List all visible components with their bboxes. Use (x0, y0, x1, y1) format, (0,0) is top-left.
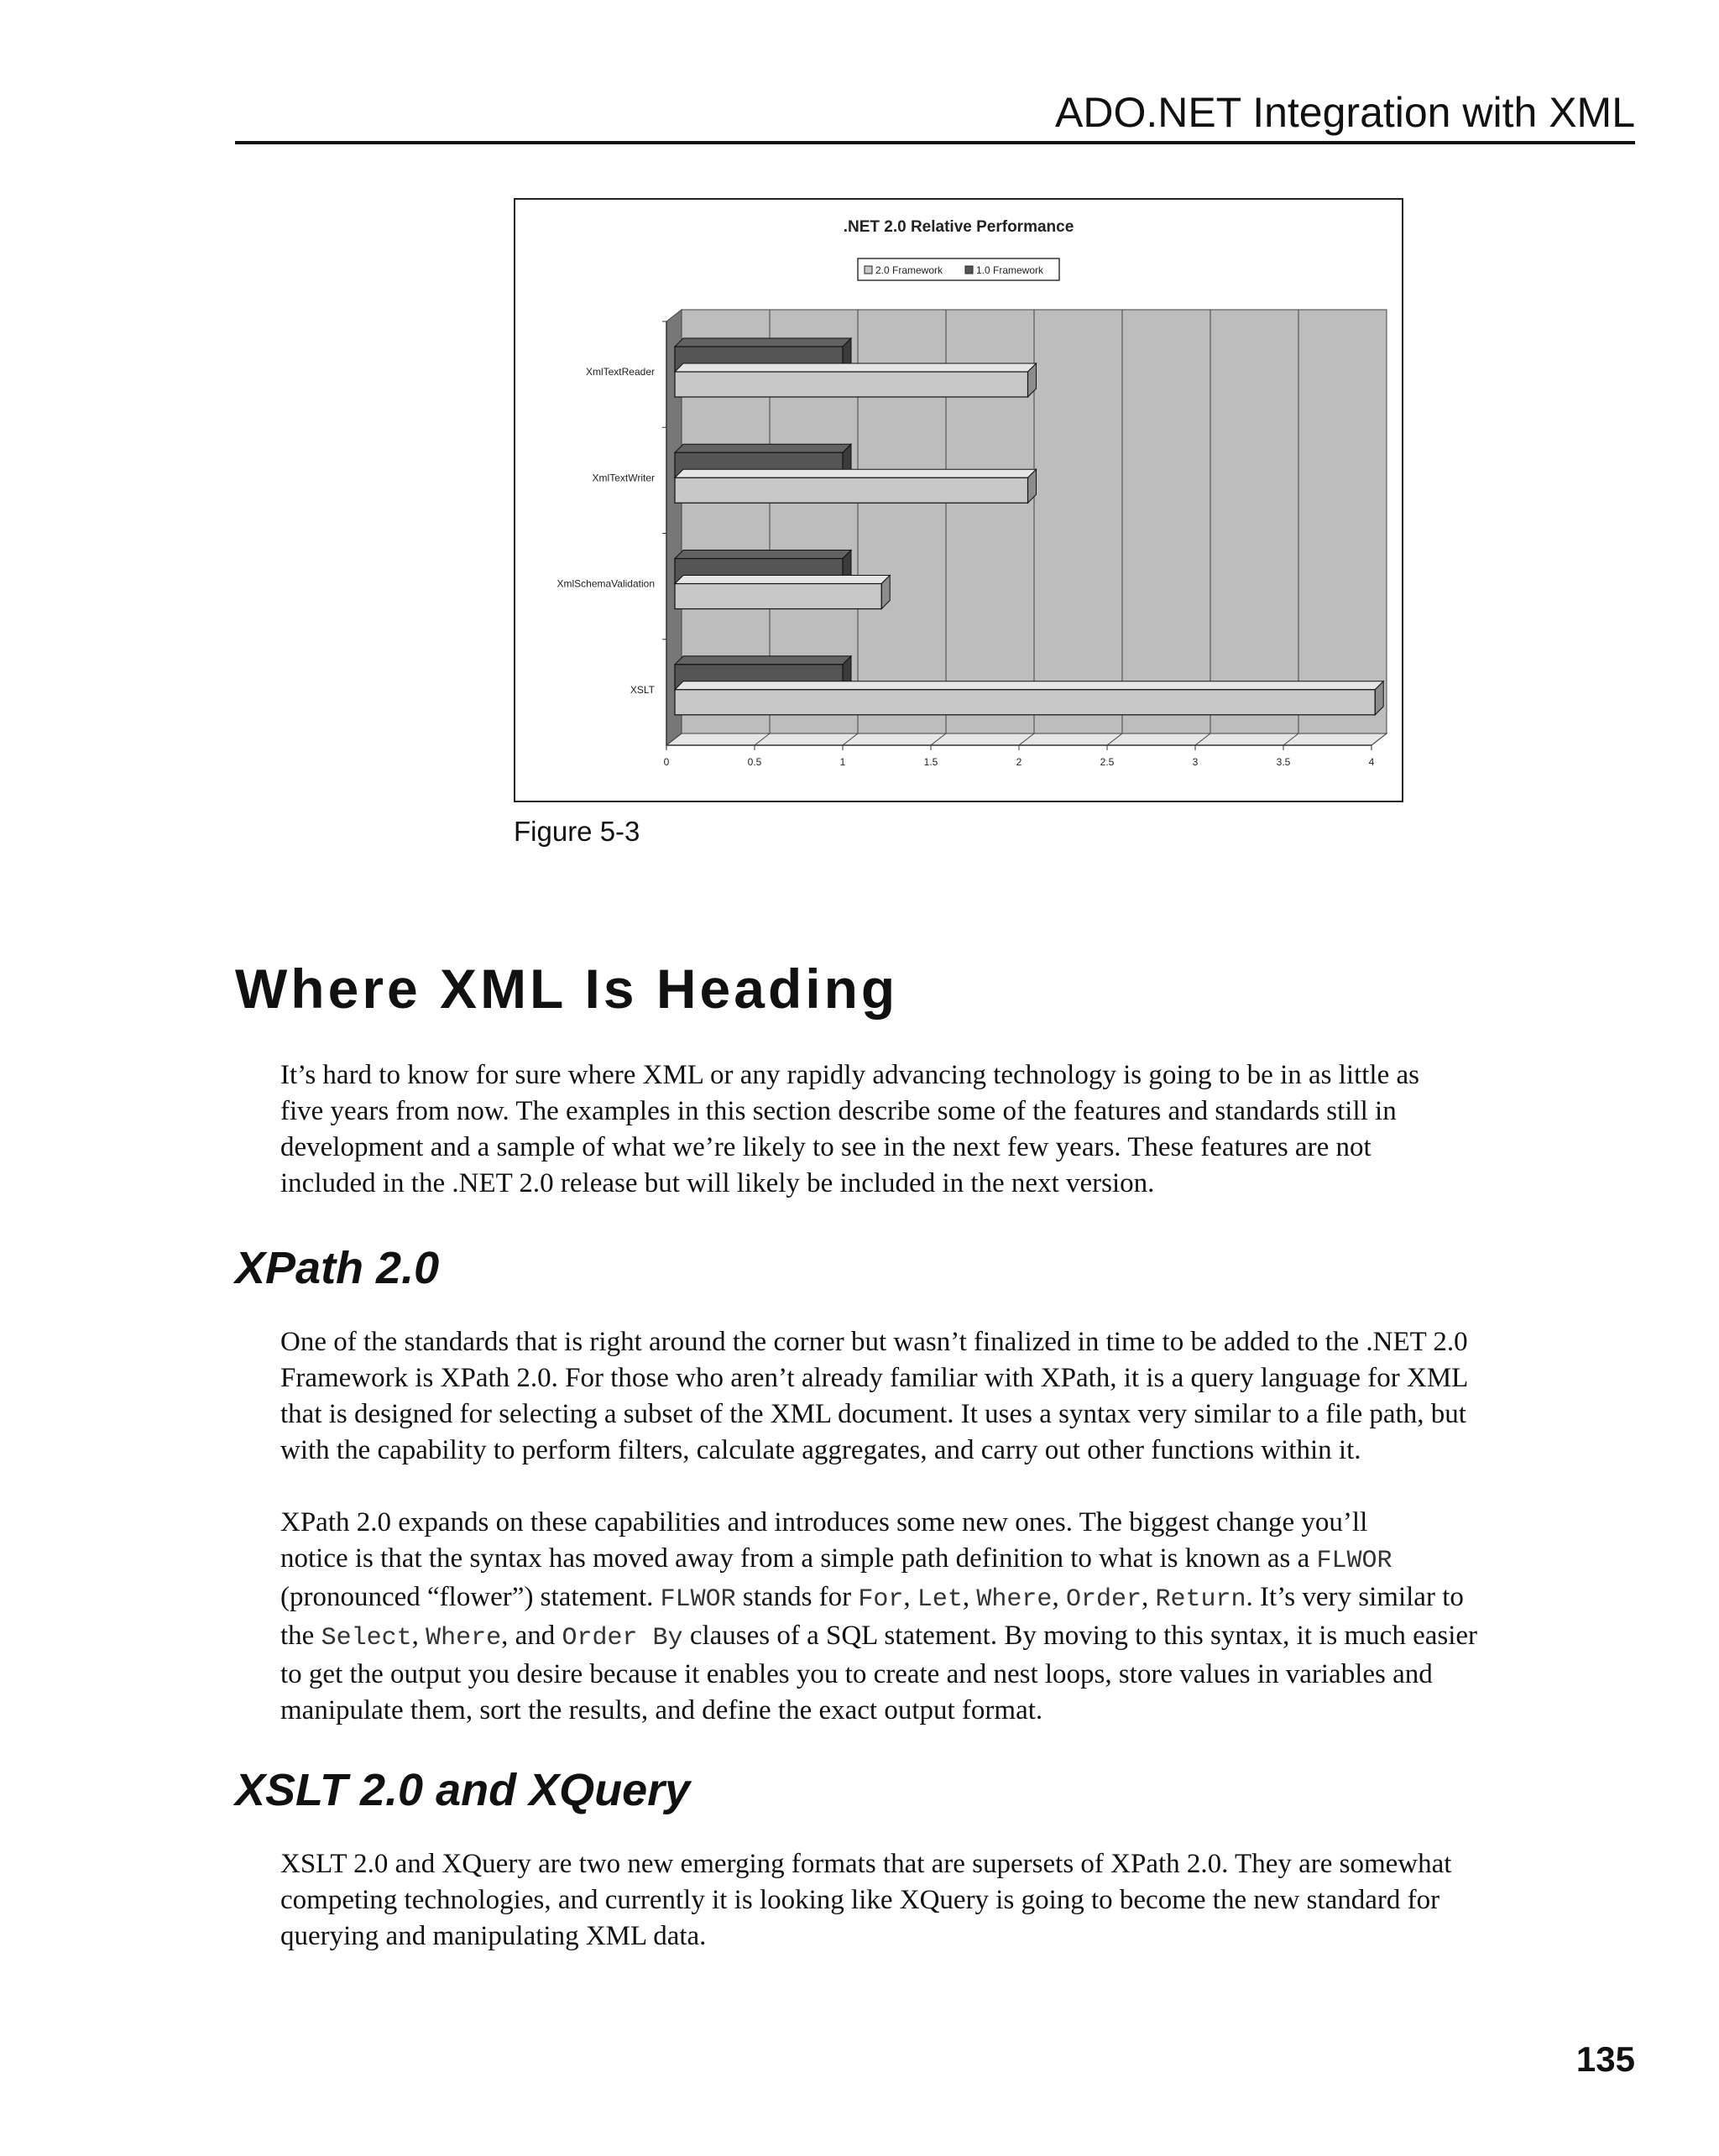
xslt-paragraph (280, 1846, 1635, 1955)
bar (675, 576, 890, 609)
text-line: five years from now. The examples in this section describe some of the features and standards still in (280, 1096, 1397, 1126)
running-header: ADO.NET Integration with XML (1054, 89, 1635, 136)
category-label: XmlSchemaValidation (556, 577, 655, 590)
code-order-by: Order By (562, 1624, 683, 1652)
text-line: (pronounced “flower”) statement. FLWOR stands for For, Let, Where, Order, Return. It’s very similar to (280, 1582, 1464, 1614)
x-tick-label: 4 (1368, 756, 1375, 768)
text-line: with the capability to perform filters, calculate aggregates, and carry out other functions within it. (280, 1435, 1361, 1465)
intro-paragraph (280, 1057, 1635, 1202)
legend-swatch (865, 266, 872, 274)
text-line: Framework is XPath 2.0. For those who aren’t already familiar with XPath, it is a query language for XML (280, 1363, 1469, 1393)
header-rule (235, 141, 1635, 144)
code-return: Return (1155, 1585, 1246, 1614)
bar-top (675, 656, 851, 665)
text-line: development and a sample of what we’re likely to see in the next few years. These features are not (280, 1132, 1372, 1162)
x-tick-label: 2.5 (1100, 756, 1115, 768)
x-tick-label: 1.5 (923, 756, 938, 768)
x-tick-label: 1 (839, 756, 846, 768)
text-line: the Select, Where, and Order By clauses of a SQL statement. By moving to this syntax, it is much easier (280, 1621, 1478, 1652)
text-line: One of the standards that is right around the corner but wasn’t finalized in time to be added to the .NET 2.0 (280, 1327, 1468, 1357)
bar-top (675, 551, 851, 559)
bar-top (675, 338, 851, 347)
legend-label: 1.0 Framework (976, 264, 1044, 276)
bar-top (675, 576, 890, 584)
x-tick-label: 0 (663, 756, 670, 768)
figure-caption: Figure 5-3 (514, 816, 640, 847)
text-line: to get the output you desire because it enables you to create and nest loops, store values in variables and (280, 1659, 1433, 1689)
page-number: 135 (1575, 2039, 1635, 2079)
xpath-paragraph-2 (280, 1505, 1635, 1729)
x-tick-label: 3 (1192, 756, 1199, 768)
code-order: Order (1065, 1585, 1142, 1614)
bar-top (675, 681, 1383, 690)
text-line: notice is that the syntax has moved away from a simple path definition to what is known as a FLWOR (280, 1543, 1392, 1575)
bar-top (675, 444, 851, 452)
code-flwor: FLWOR (660, 1585, 736, 1614)
text-line: manipulate them, sort the results, and define the exact output format. (280, 1695, 1043, 1725)
text-line: competing technologies, and currently it is looking like XQuery is going to become the new standard for (280, 1885, 1440, 1915)
bar-face (675, 584, 881, 609)
bar-top (675, 469, 1037, 478)
performance-chart (515, 200, 1402, 801)
xpath-paragraph-1 (280, 1324, 1635, 1469)
text-line: It’s hard to know for sure where XML or any rapidly advancing technology is going to be in as little as (280, 1060, 1419, 1090)
chart-plot (556, 310, 1387, 768)
text-line: XPath 2.0 expands on these capabilities and introduces some new ones. The biggest change you’ll (280, 1507, 1368, 1537)
legend-swatch (965, 266, 973, 274)
chart-legend (858, 258, 1059, 280)
legend-label: 2.0 Framework (875, 264, 943, 276)
bar (675, 363, 1037, 397)
text-line: querying and manipulating XML data. (280, 1921, 707, 1951)
bar-top (675, 363, 1037, 372)
category-label: XSLT (630, 683, 655, 696)
figure-chart (514, 198, 1403, 802)
x-tick-label: 0.5 (747, 756, 762, 768)
bar-face (675, 478, 1028, 503)
bar (675, 681, 1383, 715)
code-where: Where (976, 1585, 1053, 1614)
code-flwor: FLWOR (1316, 1547, 1392, 1575)
code-for: For (858, 1585, 904, 1614)
text-line: included in the .NET 2.0 release but will likely be included in the next version. (280, 1168, 1155, 1198)
section-heading: Where XML Is Heading (235, 958, 899, 1020)
subheading-xslt-xquery: XSLT 2.0 and XQuery (235, 1765, 691, 1815)
code-let: Let (917, 1585, 963, 1614)
bar-face (675, 690, 1375, 715)
code-select: Select (321, 1624, 412, 1652)
x-tick-label: 3.5 (1276, 756, 1291, 768)
x-tick-label: 2 (1016, 756, 1022, 768)
code-where: Where (426, 1624, 502, 1652)
bar-face (675, 372, 1028, 397)
bar (675, 469, 1037, 503)
chart-title: .NET 2.0 Relative Performance (843, 218, 1074, 236)
text-line: that is designed for selecting a subset of the XML document. It uses a syntax very similar to a file path, but (280, 1399, 1466, 1429)
category-label: XmlTextReader (585, 366, 655, 378)
category-label: XmlTextWriter (592, 472, 655, 484)
subheading-xpath: XPath 2.0 (235, 1243, 440, 1293)
text-line: XSLT 2.0 and XQuery are two new emerging formats that are supersets of XPath 2.0. They are somewhat (280, 1849, 1452, 1879)
